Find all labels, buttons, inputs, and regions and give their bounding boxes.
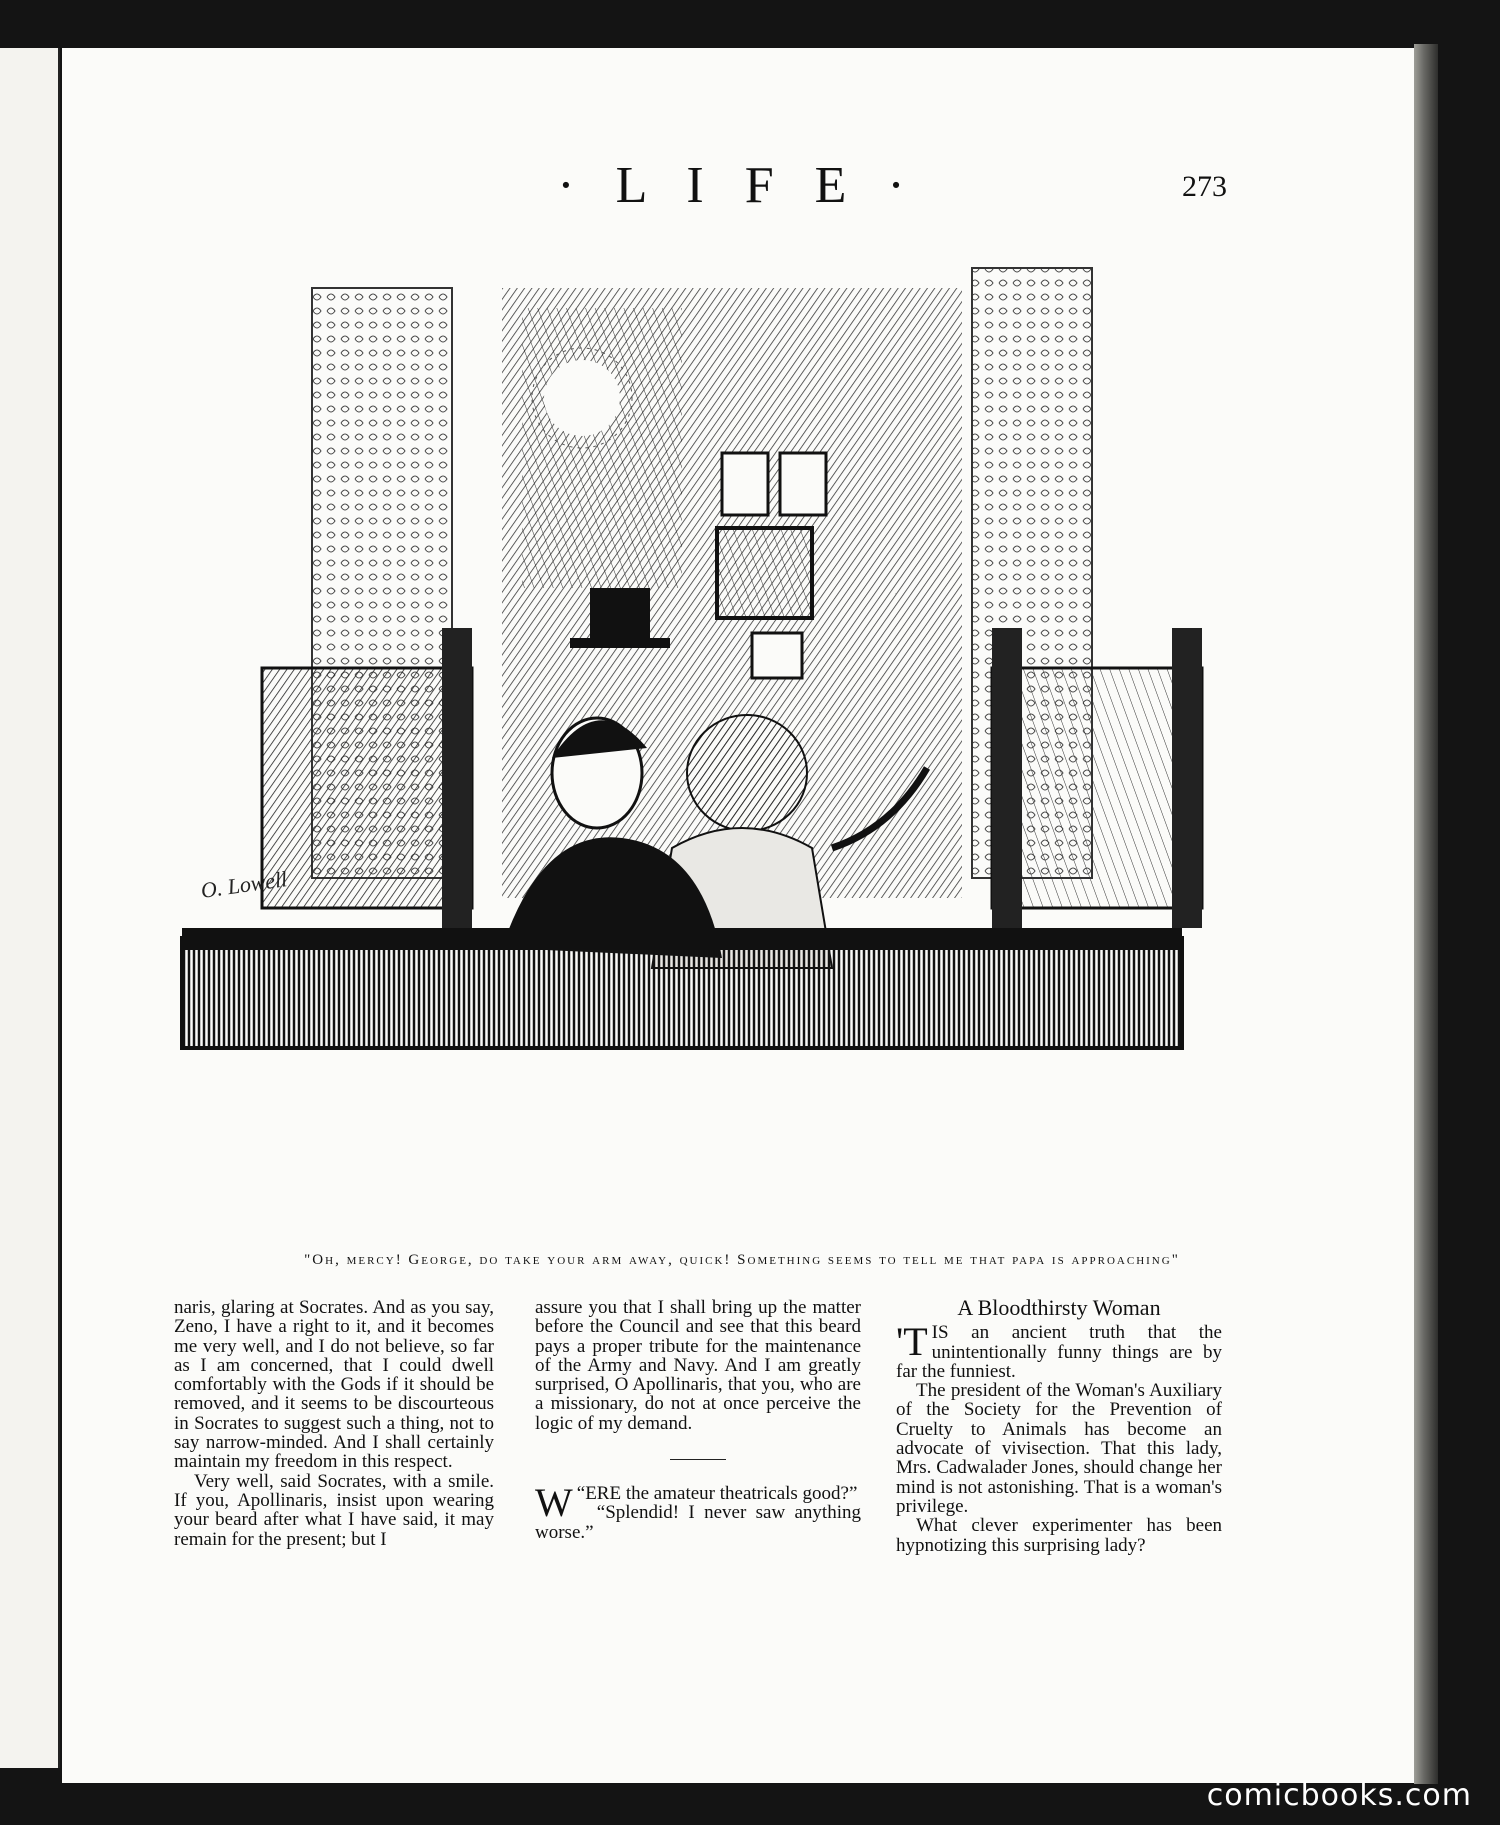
text-column-3	[896, 1295, 1222, 1556]
column-paragraph: naris, glaring at Socrates. And as you say, Zeno, I have a right to it, and it becomes me very well, and I do not believe, so far as I am concerned, that I could dwell comfortably with the Gods if it should be removed, and it seems to be discourteous in Socrates to suggest such a thing, not to say narrow-minded. And I shall certainly maintain my freedom in this respect.	[174, 1297, 494, 1473]
joke-open-quote: “	[576, 1483, 586, 1505]
masthead-title: · L I F E ·	[557, 157, 919, 214]
right-armchair	[992, 628, 1202, 928]
article-heading: A Bloodthirsty Woman	[957, 1295, 1161, 1320]
balcony-rail	[182, 938, 1182, 1048]
joke-dropcap: W	[535, 1480, 573, 1526]
wall-frame	[780, 453, 826, 515]
section-rule	[670, 1459, 726, 1460]
page-number: 273	[1182, 170, 1227, 203]
artist-signature: O. Lowell	[199, 866, 289, 903]
magazine-page	[62, 48, 1414, 1783]
column-paragraph: assure you that I shall bring up the matter before the Council and see that this beard pays a proper tribute for the maintenance of the Army and Navy. And I am greatly surprised, O Apollinaris, that you, who are a missionary, do not at once perceive the logic of my demand.	[535, 1297, 861, 1434]
column-paragraph: Very well, said Socrates, with a smile. If you, Apollinaris, insist upon wearing your beard after what I have said, it may remain for the present; but I	[174, 1470, 494, 1550]
wall-frame	[752, 633, 802, 678]
article-paragraph: What clever experimenter has been hypnotizing this surprising lady?	[896, 1515, 1222, 1556]
text-column-2	[535, 1298, 861, 1542]
illustration-caption: "Oh, mercy! George, do take your arm away, quick! Something seems to tell me that papa is approaching"	[304, 1252, 1180, 1268]
text-column-1	[174, 1298, 494, 1549]
theatre-box-illustration	[142, 248, 1342, 1248]
article-dropcap: 'T	[896, 1319, 928, 1365]
site-watermark: comicbooks.com	[1206, 1778, 1472, 1813]
article-paragraph: The president of the Woman's Auxiliary of the Society for the Prevention of Cruelty to Animals has become an advocate of vivisection. That this lady, Mrs. Cadwalader Jones, should change her mind is not astonishing. That is a woman's privilege.	[896, 1380, 1222, 1517]
left-armchair	[262, 628, 472, 928]
article-paragraph	[896, 1319, 1222, 1382]
adjacent-page-edge	[0, 48, 60, 1768]
book-page-edge	[1414, 44, 1438, 1784]
chandelier-glow	[544, 360, 620, 436]
wall-frame	[717, 528, 812, 618]
wall-frame	[722, 453, 768, 515]
article-lead: IS an ancient truth that the unintentionally funny things are by far the funniest.	[896, 1322, 1222, 1382]
joke-line: ERE the amateur theatricals good?”	[585, 1483, 858, 1505]
joke-reply: “Splendid! I never saw anything worse.”	[535, 1502, 861, 1543]
